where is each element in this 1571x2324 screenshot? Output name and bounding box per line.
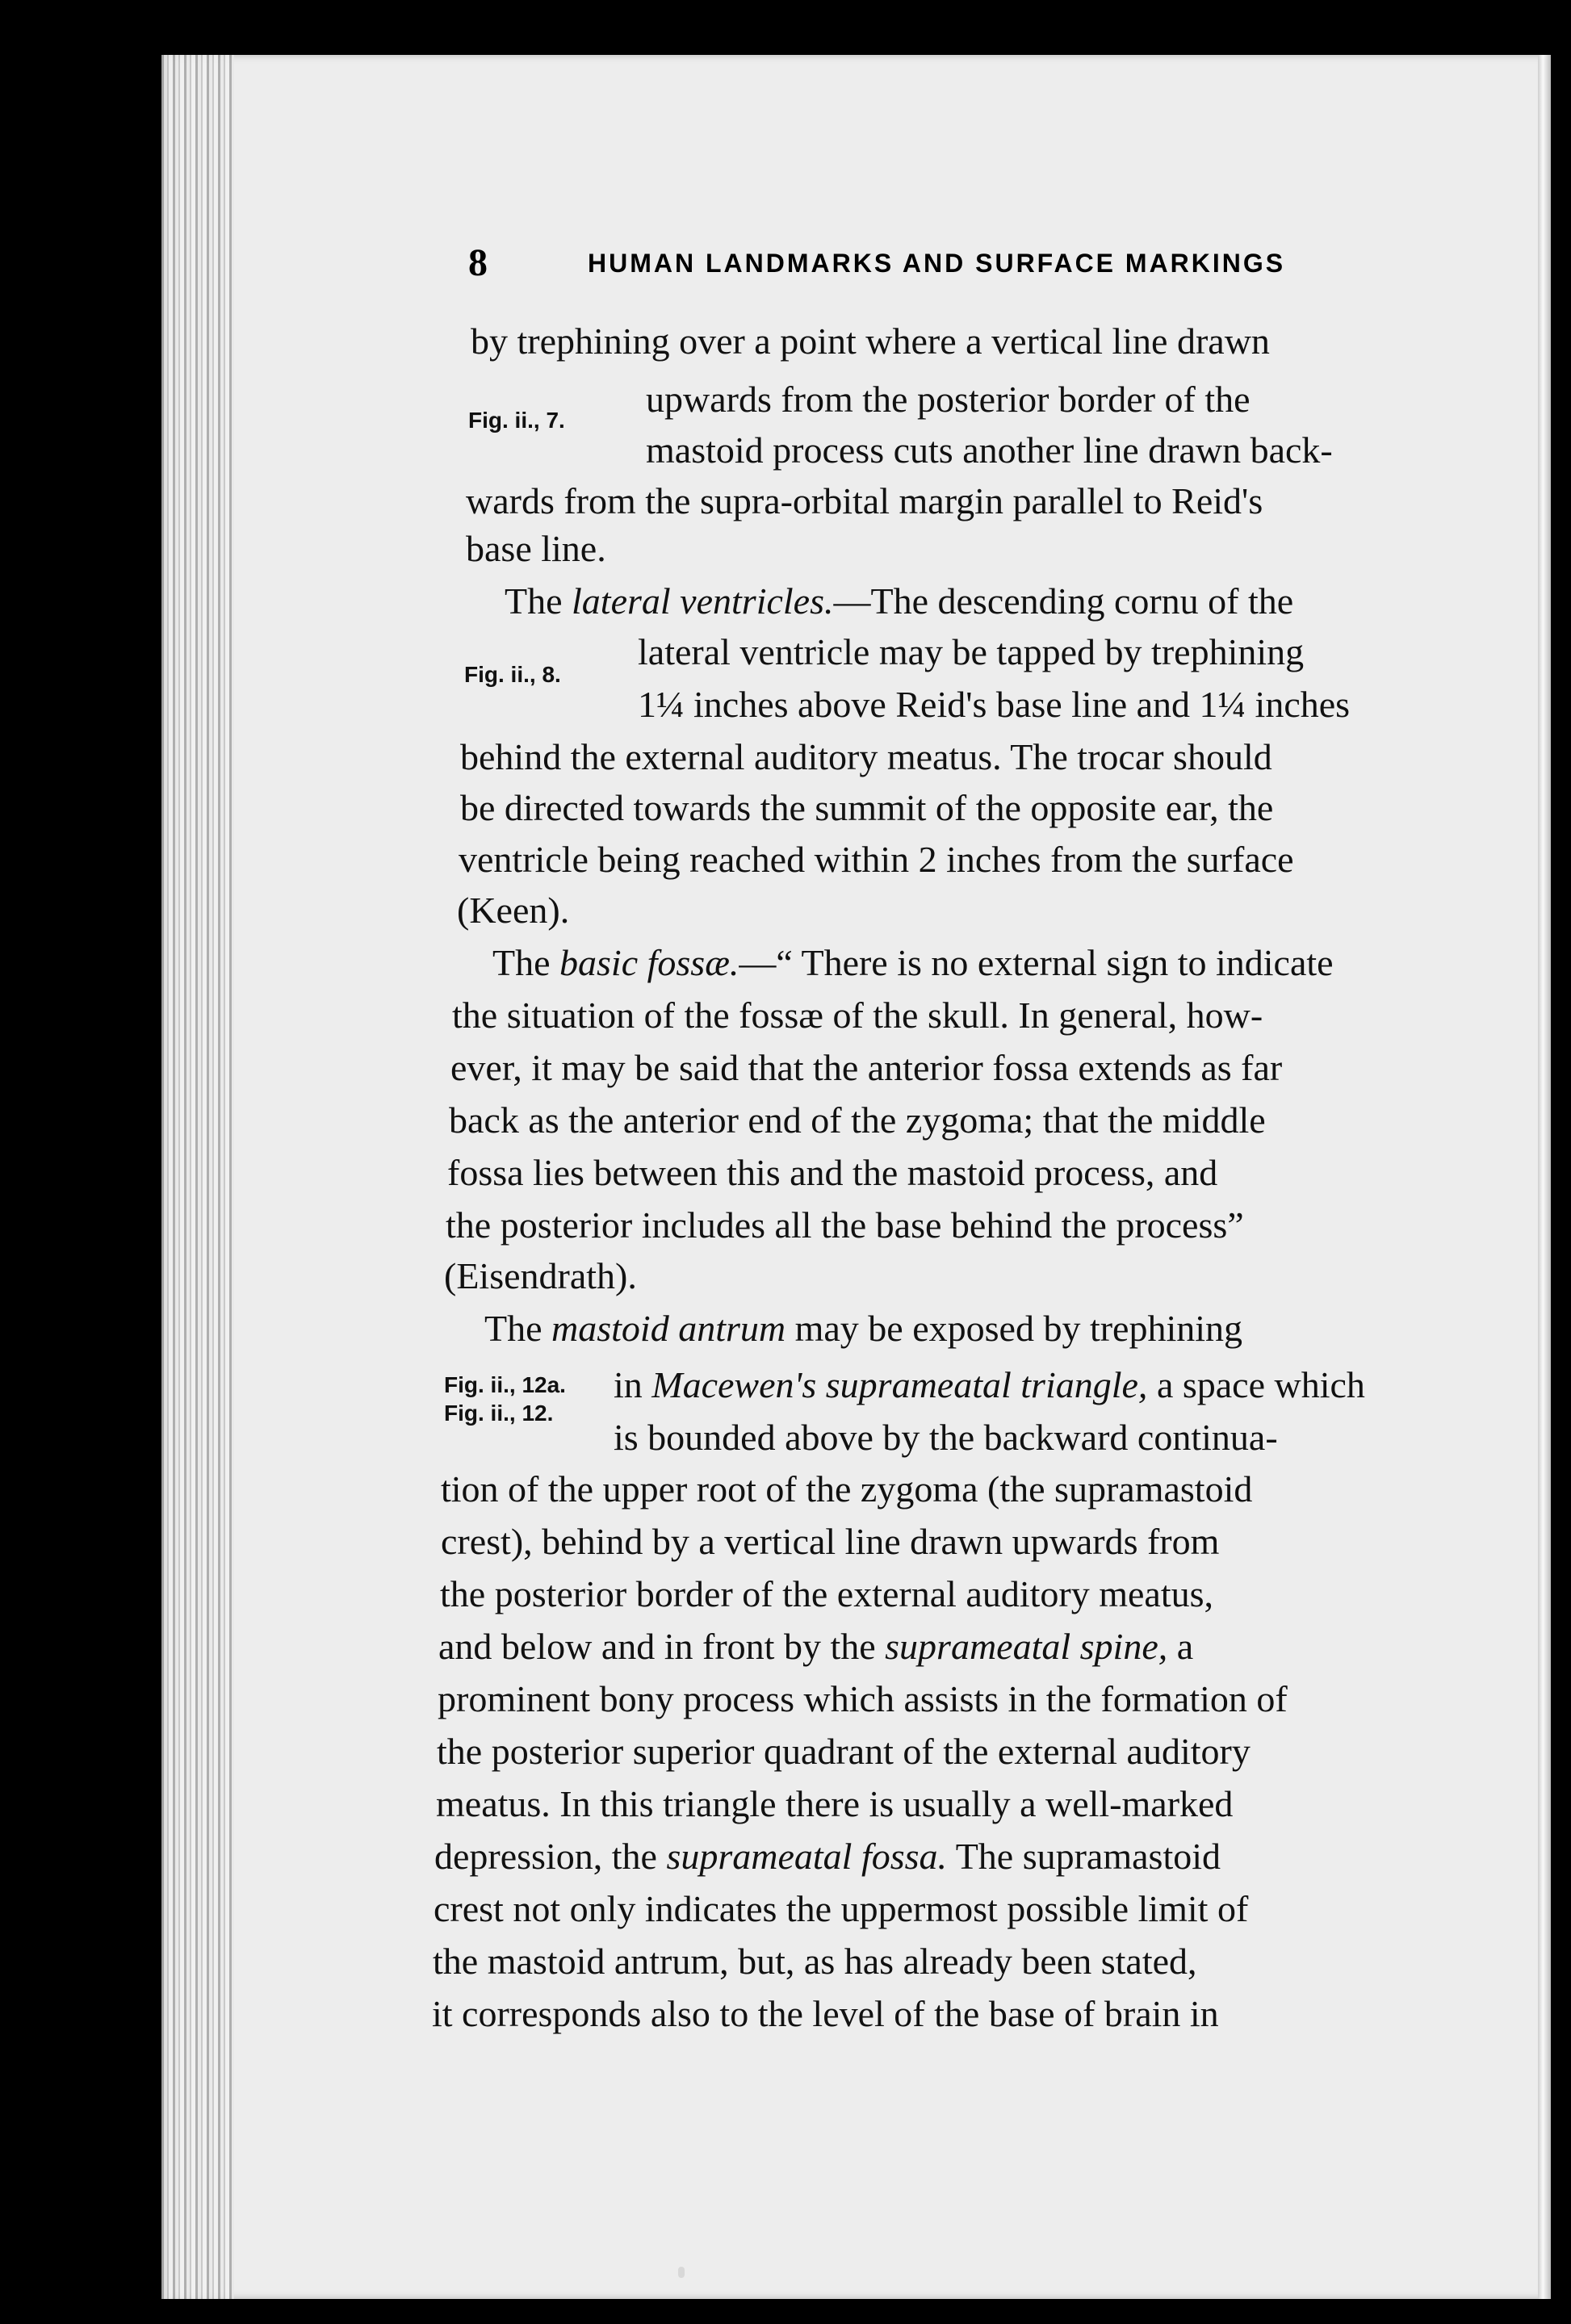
text-line: the posterior includes all the base behind the process”	[446, 1204, 1244, 1246]
italic-term: suprameatal fossa.	[666, 1836, 948, 1877]
text-line: 1¼ inches above Reid's base line and 1¼ inches	[638, 684, 1351, 725]
text-line: upwards from the posterior border of the	[646, 379, 1251, 420]
text-line: it corresponds also to the level of the base of brain in	[432, 1993, 1219, 2034]
text-run: The	[505, 580, 572, 622]
figure-reference: Fig. ii., 12a.	[444, 1372, 566, 1397]
text-line: The mastoid antrum may be exposed by trephining	[484, 1308, 1243, 1349]
text-line: depression, the suprameatal fossa. The supramastoid	[434, 1836, 1221, 1877]
text-line: base line.	[466, 528, 606, 569]
figure-reference: Fig. ii., 8.	[464, 662, 561, 687]
text-line: ventricle being reached within 2 inches from the surface	[459, 839, 1294, 880]
text-line: in Macewen's suprameatal triangle, a space which	[614, 1364, 1365, 1405]
text-line: behind the external auditory meatus. The trocar should	[460, 736, 1272, 777]
text-line: The basic fossæ.—“ There is no external sign to indicate	[492, 942, 1334, 983]
text-line: and below and in front by the suprameatal spine, a	[438, 1626, 1194, 1667]
text-line: (Eisendrath).	[444, 1255, 637, 1296]
text-line: crest not only indicates the uppermost possible limit of	[434, 1888, 1249, 1929]
italic-term: basic fossæ.	[559, 942, 739, 983]
text-line: (Keen).	[457, 890, 570, 931]
text-line: tion of the upper root of the zygoma (the supramastoid	[441, 1468, 1253, 1510]
page-number: 8	[468, 241, 488, 284]
text-line: wards from the supra-orbital margin parallel to Reid's	[466, 480, 1263, 521]
text-line: mastoid process cuts another line drawn back-	[646, 429, 1333, 471]
text-line: is bounded above by the backward continua-	[614, 1417, 1278, 1458]
text-line: prominent bony process which assists in the formation of	[438, 1678, 1288, 1719]
text-line: the mastoid antrum, but, as has already been stated,	[433, 1941, 1197, 1982]
text-line: fossa lies between this and the mastoid process, and	[447, 1152, 1218, 1193]
scan-mark	[678, 2267, 685, 2278]
text-line: lateral ventricle may be tapped by trephining	[638, 631, 1305, 672]
figure-reference: Fig. ii., 7.	[468, 408, 565, 433]
text-line: crest), behind by a vertical line drawn upwards from	[441, 1521, 1220, 1562]
figure-reference: Fig. ii., 12.	[444, 1401, 554, 1426]
text-line: the posterior border of the external auditory meatus,	[440, 1573, 1214, 1614]
text-line: by trephining over a point where a vertical line drawn	[471, 320, 1270, 362]
text-run: —The descending cornu of the	[833, 580, 1294, 622]
text-line: back as the anterior end of the zygoma; that the middle	[449, 1099, 1266, 1141]
running-head: HUMAN LANDMARKS AND SURFACE MARKINGS	[588, 249, 1286, 278]
italic-term: Macewen's suprameatal triangle,	[651, 1364, 1148, 1405]
text-line: the situation of the fossæ of the skull. In general, how-	[452, 995, 1263, 1036]
italic-term: mastoid antrum	[551, 1308, 786, 1349]
text-line: meatus. In this triangle there is usually a well-marked	[436, 1783, 1234, 1824]
text-line: the posterior superior quadrant of the external auditory	[437, 1731, 1251, 1772]
text-line: be directed towards the summit of the opposite ear, the	[460, 787, 1274, 828]
text-line	[505, 580, 1294, 622]
italic-term: lateral ventricles.	[572, 580, 834, 622]
text-line: ever, it may be said that the anterior fossa extends as far	[450, 1047, 1283, 1088]
italic-term: suprameatal spine,	[885, 1626, 1168, 1667]
